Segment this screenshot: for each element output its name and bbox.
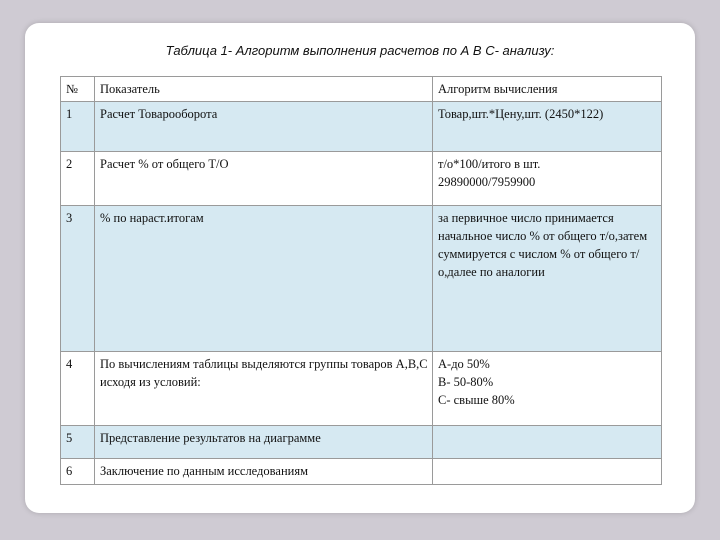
row-num: 5: [61, 426, 95, 459]
row-indicator: Расчет Товарооборота: [95, 102, 433, 152]
row-indicator: Заключение по данным исследованиям: [95, 459, 433, 485]
row-num: 4: [61, 352, 95, 426]
row-algorithm: за первичное число принимается начальное число % от общего т/о,затем суммируется с числом % от общего т/о,далее по аналогии: [433, 206, 662, 352]
row-indicator: По вычислениям таблицы выделяются группы товаров А,В,С исходя из условий:: [95, 352, 433, 426]
table-row: [61, 352, 662, 426]
table-row: [61, 459, 662, 485]
row-indicator: Представление результатов на диаграмме: [95, 426, 433, 459]
table-row: [61, 152, 662, 206]
header-indicator: Показатель: [95, 77, 433, 102]
table-row: [61, 426, 662, 459]
row-num: 2: [61, 152, 95, 206]
algorithm-table: [60, 76, 662, 485]
table-row: [61, 102, 662, 152]
row-algorithm: т/о*100/итого в шт. 29890000/7959900: [433, 152, 662, 206]
table-caption: Таблица 1- Алгоритм выполнения расчетов по А В С- анализу:: [165, 43, 555, 58]
header-num: №: [61, 77, 95, 102]
row-indicator: % по нараст.итогам: [95, 206, 433, 352]
row-algorithm: Товар,шт.*Цену,шт. (2450*122): [433, 102, 662, 152]
row-algorithm: [433, 426, 662, 459]
row-algorithm: А-до 50% В- 50-80% С- свыше 80%: [433, 352, 662, 426]
row-algorithm: [433, 459, 662, 485]
header-algorithm: Алгоритм вычисления: [433, 77, 662, 102]
row-num: 3: [61, 206, 95, 352]
row-indicator: Расчет % от общего Т/О: [95, 152, 433, 206]
table-row: [61, 206, 662, 352]
table-header-row: [61, 77, 662, 102]
row-num: 1: [61, 102, 95, 152]
row-num: 6: [61, 459, 95, 485]
